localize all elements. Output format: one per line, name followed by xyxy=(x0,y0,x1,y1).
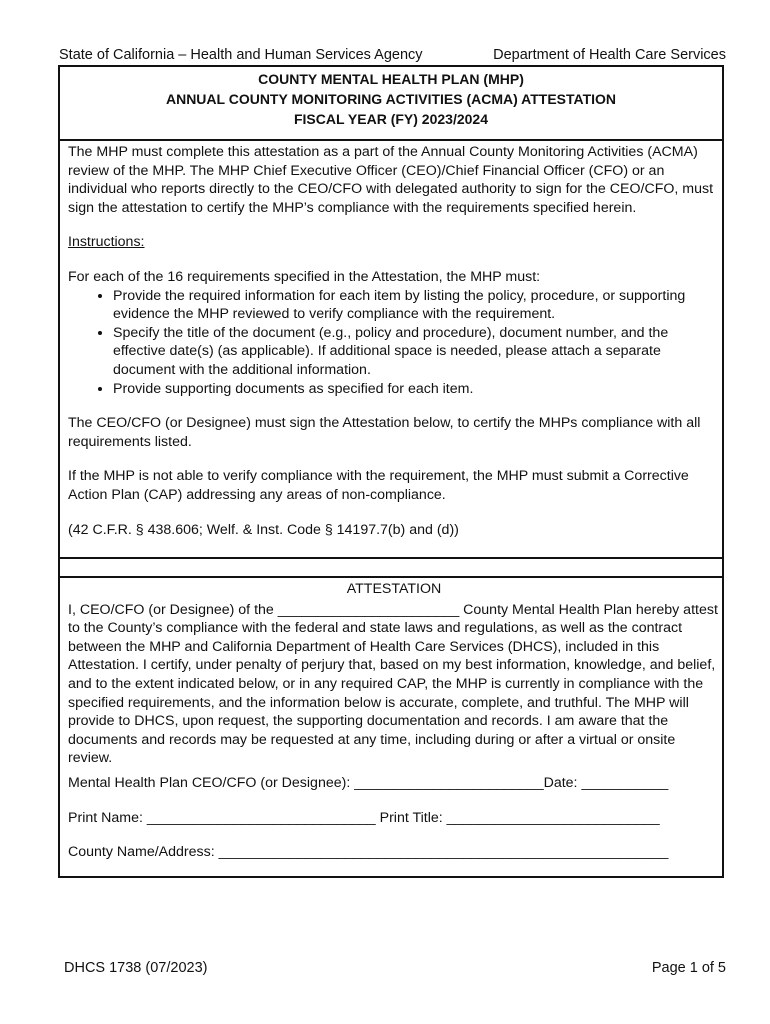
sign-paragraph: The CEO/CFO (or Designee) must sign the Attestation below, to certify the MHPs compliance with all requirements listed. xyxy=(68,415,701,450)
divider xyxy=(60,576,722,578)
cap-paragraph: If the MHP is not able to verify compliance with the requirement, the MHP must submit a Corrective Action Plan (CAP) addressing any areas of non-compliance. xyxy=(68,468,689,503)
citation: (42 C.F.R. § 438.606; Welf. & Inst. Code § 14197.7(b) and (d)) xyxy=(68,521,459,538)
instructions-list xyxy=(68,287,716,399)
attestation-heading: ATTESTATION xyxy=(346,581,442,597)
page-number: Page 1 of 5 xyxy=(651,960,726,976)
print-name-title-line: Print Name: _____________________________ Print Title: ___________________________ xyxy=(68,809,660,826)
list-item: • Provide the required information for each item by listing the policy, procedure, or supporting evidence the MHP reviewed to verify compliance with the requirement. xyxy=(113,287,716,324)
attestation-text: I, CEO/CFO (or Designee) of the _______________________ County Mental Health Plan hereby attest to the County’s compliance with the federal and state laws and regulations, as well as the contract between the MHP and California Department of Health Care Services (DHCS), included in this Attestation. I certify, under penalty of perjury that, based on my best information, knowledge, and belief, and to the extent indicated below, or in any required CAP, the MHP is currently in compliance with the specified requirements, and the information below is accurate, complete, and truthful. The MHP will provide to DHCS, upon request, the supporting documentation and records. I am aware that the documents and records may be requested at any time, including during or after a virtual or onsite review. xyxy=(68,601,718,767)
instructions-section xyxy=(68,143,716,539)
list-item: • Provide supporting documents as specified for each item. xyxy=(113,380,716,399)
title-line-1: COUNTY MENTAL HEALTH PLAN (MHP) xyxy=(258,71,524,87)
attestation-section xyxy=(68,580,720,876)
attestation-form-frame xyxy=(58,65,724,878)
divider xyxy=(60,557,722,559)
title-line-2: ANNUAL COUNTY MONITORING ACTIVITIES (ACMA) ATTESTATION xyxy=(165,91,617,107)
instructions-label: Instructions: xyxy=(68,234,145,251)
form-number: DHCS 1738 (07/2023) xyxy=(64,960,208,976)
signature-date-line: Mental Health Plan CEO/CFO (or Designee): ________________________Date: ___________ xyxy=(68,774,669,791)
instructions-lead: For each of the 16 requirements specified in the Attestation, the MHP must: xyxy=(68,268,541,285)
county-address-line: County Name/Address: _________________________________________________________ xyxy=(68,844,669,861)
form-title xyxy=(60,67,722,141)
header-agency: State of California – Health and Human Services Agency xyxy=(59,47,423,63)
title-line-3: FISCAL YEAR (FY) 2023/2024 xyxy=(293,111,488,127)
list-item: • Specify the title of the document (e.g., policy and procedure), document number, and the effective date(s) (as applicable). If additional space is needed, please attach a separate document with the additional information. xyxy=(113,324,716,380)
header-department: Department of Health Care Services xyxy=(493,47,726,63)
intro-paragraph: The MHP must complete this attestation as a part of the Annual County Monitoring Activities (ACMA) review of the MHP. The MHP Chief Executive Officer (CEO)/Chief Financial Officer (CFO) or an individual who reports directly to the CEO/CFO with delegated authority to sign for the CEO/CFO, must sign the attestation to certify the MHP’s compliance with the requirements specified herein. xyxy=(68,144,714,216)
